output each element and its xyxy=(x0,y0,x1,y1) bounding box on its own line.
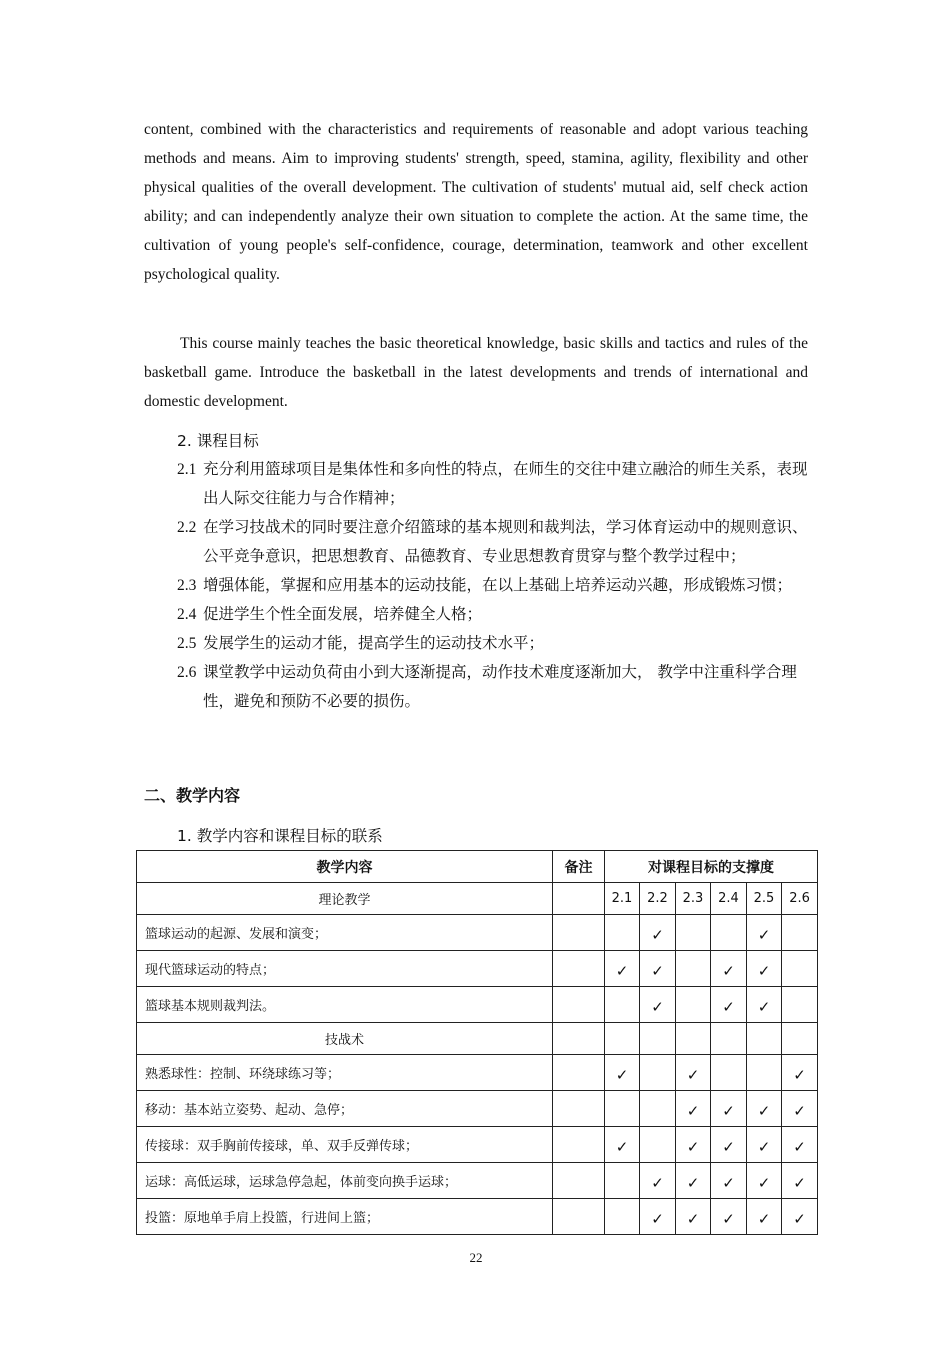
check-mark-icon: ✓ xyxy=(747,951,782,987)
content-cell: 移动：基本站立姿势、起动、急停； xyxy=(137,1091,553,1127)
table-group-row xyxy=(137,1023,818,1055)
check-mark-icon: ✓ xyxy=(747,915,782,951)
check-mark-icon: ✓ xyxy=(640,915,676,951)
goal-text: 在学习技战术的同时要注意介绍篮球的基本规则和裁判法，学习体育运动中的规则意识、公平竞争意识，把思想教育、品德教育、专业思想教育贯穿与整个教学过程中； xyxy=(203,518,808,565)
goal-text: 充分利用篮球项目是集体性和多向性的特点，在师生的交往中建立融洽的师生关系，表现出人际交往能力与合作精神； xyxy=(203,460,808,507)
section-title: 二、教学内容 xyxy=(144,786,241,805)
check-mark-icon: ✓ xyxy=(782,1127,818,1163)
content-goals-table xyxy=(136,850,818,1235)
content-cell: 运球：高低运球，运球急停急起，体前变向换手运球； xyxy=(137,1163,553,1199)
goal-item xyxy=(177,455,809,513)
empty-goal-cell xyxy=(605,1163,640,1199)
goal-text: 发展学生的运动才能，提高学生的运动技术水平； xyxy=(203,634,545,652)
header-support: 对课程目标的支撑度 xyxy=(605,851,818,883)
empty-goal-cell xyxy=(676,987,711,1023)
check-mark-icon: ✓ xyxy=(711,1091,747,1127)
goal-number: 2.4 xyxy=(177,606,197,623)
check-mark-icon: ✓ xyxy=(711,987,747,1023)
table-row xyxy=(137,1163,818,1199)
goal-number: 2.5 xyxy=(177,635,197,652)
goal-column-label: 2.2 xyxy=(640,883,676,915)
empty-goal-cell xyxy=(711,915,747,951)
goal-text: 促进学生个性全面发展，培养健全人格； xyxy=(203,605,483,623)
goal-text: 增强体能，掌握和应用基本的运动技能，在以上基础上培养运动兴趣，形成锻炼习惯； xyxy=(203,576,793,594)
goals-heading: 2. 课程目标 xyxy=(177,432,259,450)
table-row xyxy=(137,1055,818,1091)
empty-goal-cell xyxy=(747,1055,782,1091)
table-row xyxy=(137,1199,818,1235)
table-row xyxy=(137,951,818,987)
empty-goal-cell xyxy=(605,1199,640,1235)
note-cell xyxy=(553,1127,605,1163)
check-mark-icon: ✓ xyxy=(711,1199,747,1235)
check-mark-icon: ✓ xyxy=(747,987,782,1023)
note-cell xyxy=(553,1163,605,1199)
table-row xyxy=(137,1127,818,1163)
content-cell: 篮球运动的起源、发展和演变； xyxy=(137,915,553,951)
note-cell xyxy=(553,915,605,951)
check-mark-icon: ✓ xyxy=(640,1199,676,1235)
empty-goal-cell xyxy=(747,1023,782,1055)
goal-item xyxy=(177,600,809,629)
check-mark-icon: ✓ xyxy=(782,1055,818,1091)
check-mark-icon: ✓ xyxy=(640,1163,676,1199)
table-body xyxy=(137,883,818,1235)
content-cell: 现代篮球运动的特点； xyxy=(137,951,553,987)
empty-goal-cell xyxy=(640,1055,676,1091)
intro-paragraph: content, combined with the characteristics and requirements of reasonable and adopt various teaching methods and means. Aim to improving students' strength, speed, stamina, agility, flexibility and other physical qualities of the overall development. The cultivation of students' mutual aid, self check action ability; and can independently analyze their own situation to complete the action. At the same time, the cultivation of young people's self-confidence, courage, determination, teamwork and other excellent psychological quality. xyxy=(144,121,808,283)
goal-column-label: 2.6 xyxy=(782,883,818,915)
empty-goal-cell xyxy=(782,987,818,1023)
empty-goal-cell xyxy=(605,1091,640,1127)
header-content: 教学内容 xyxy=(137,851,553,883)
note-cell xyxy=(553,987,605,1023)
empty-goal-cell xyxy=(640,1023,676,1055)
content-cell: 篮球基本规则裁判法。 xyxy=(137,987,553,1023)
table-header-row xyxy=(137,851,818,883)
table-row xyxy=(137,1091,818,1127)
empty-goal-cell xyxy=(676,1023,711,1055)
goal-text: 课堂教学中运动负荷由小到大逐渐提高，动作技术难度逐渐加大， 教学中注重科学合理性，避免和预防不必要的损伤。 xyxy=(203,663,797,710)
check-mark-icon: ✓ xyxy=(782,1163,818,1199)
goal-number: 2.3 xyxy=(177,577,197,594)
empty-goal-cell xyxy=(605,987,640,1023)
check-mark-icon: ✓ xyxy=(640,951,676,987)
goal-number: 2.1 xyxy=(177,461,197,478)
empty-goal-cell xyxy=(782,915,818,951)
table-row xyxy=(137,915,818,951)
goals-list xyxy=(177,455,809,716)
goal-column-label: 2.5 xyxy=(747,883,782,915)
table-row xyxy=(137,987,818,1023)
page-number: 22 xyxy=(469,1250,483,1265)
check-mark-icon: ✓ xyxy=(747,1199,782,1235)
goal-column-label: 2.1 xyxy=(605,883,640,915)
check-mark-icon: ✓ xyxy=(676,1091,711,1127)
check-mark-icon: ✓ xyxy=(676,1163,711,1199)
content-cell: 传接球：双手胸前传接球，单、双手反弹传球； xyxy=(137,1127,553,1163)
check-mark-icon: ✓ xyxy=(676,1055,711,1091)
note-cell xyxy=(553,1023,605,1055)
note-cell xyxy=(553,883,605,915)
empty-goal-cell xyxy=(676,915,711,951)
goal-number: 2.6 xyxy=(177,664,197,681)
content-cell: 投篮：原地单手肩上投篮，行进间上篮； xyxy=(137,1199,553,1235)
goal-item xyxy=(177,658,809,716)
goal-item xyxy=(177,513,809,571)
check-mark-icon: ✓ xyxy=(711,951,747,987)
empty-goal-cell xyxy=(711,1055,747,1091)
goal-number: 2.2 xyxy=(177,519,197,536)
header-note: 备注 xyxy=(553,851,605,883)
table-group-row xyxy=(137,883,818,915)
empty-goal-cell xyxy=(782,951,818,987)
check-mark-icon: ✓ xyxy=(605,1127,640,1163)
course-description-paragraph: This course mainly teaches the basic theoretical knowledge, basic skills and tactics and rules of the basketball game. Introduce the basketball in the latest developments and trends of international and domestic development. xyxy=(144,335,808,410)
check-mark-icon: ✓ xyxy=(711,1127,747,1163)
check-mark-icon: ✓ xyxy=(747,1163,782,1199)
note-cell xyxy=(553,1055,605,1091)
check-mark-icon: ✓ xyxy=(605,951,640,987)
group-label-cell: 理论教学 xyxy=(137,883,553,915)
empty-goal-cell xyxy=(711,1023,747,1055)
check-mark-icon: ✓ xyxy=(676,1199,711,1235)
check-mark-icon: ✓ xyxy=(782,1091,818,1127)
empty-goal-cell xyxy=(640,1091,676,1127)
check-mark-icon: ✓ xyxy=(640,987,676,1023)
check-mark-icon: ✓ xyxy=(605,1055,640,1091)
table-caption: 1. 教学内容和课程目标的联系 xyxy=(177,827,383,845)
empty-goal-cell xyxy=(782,1023,818,1055)
check-mark-icon: ✓ xyxy=(747,1127,782,1163)
goal-column-label: 2.4 xyxy=(711,883,747,915)
content-cell: 熟悉球性：控制、环绕球练习等； xyxy=(137,1055,553,1091)
note-cell xyxy=(553,1091,605,1127)
note-cell xyxy=(553,1199,605,1235)
empty-goal-cell xyxy=(640,1127,676,1163)
empty-goal-cell xyxy=(605,915,640,951)
check-mark-icon: ✓ xyxy=(711,1163,747,1199)
group-label-cell: 技战术 xyxy=(137,1023,553,1055)
empty-goal-cell xyxy=(676,951,711,987)
goal-column-label: 2.3 xyxy=(676,883,711,915)
check-mark-icon: ✓ xyxy=(747,1091,782,1127)
goal-item xyxy=(177,571,809,600)
goal-item xyxy=(177,629,809,658)
empty-goal-cell xyxy=(605,1023,640,1055)
note-cell xyxy=(553,951,605,987)
check-mark-icon: ✓ xyxy=(676,1127,711,1163)
check-mark-icon: ✓ xyxy=(782,1199,818,1235)
